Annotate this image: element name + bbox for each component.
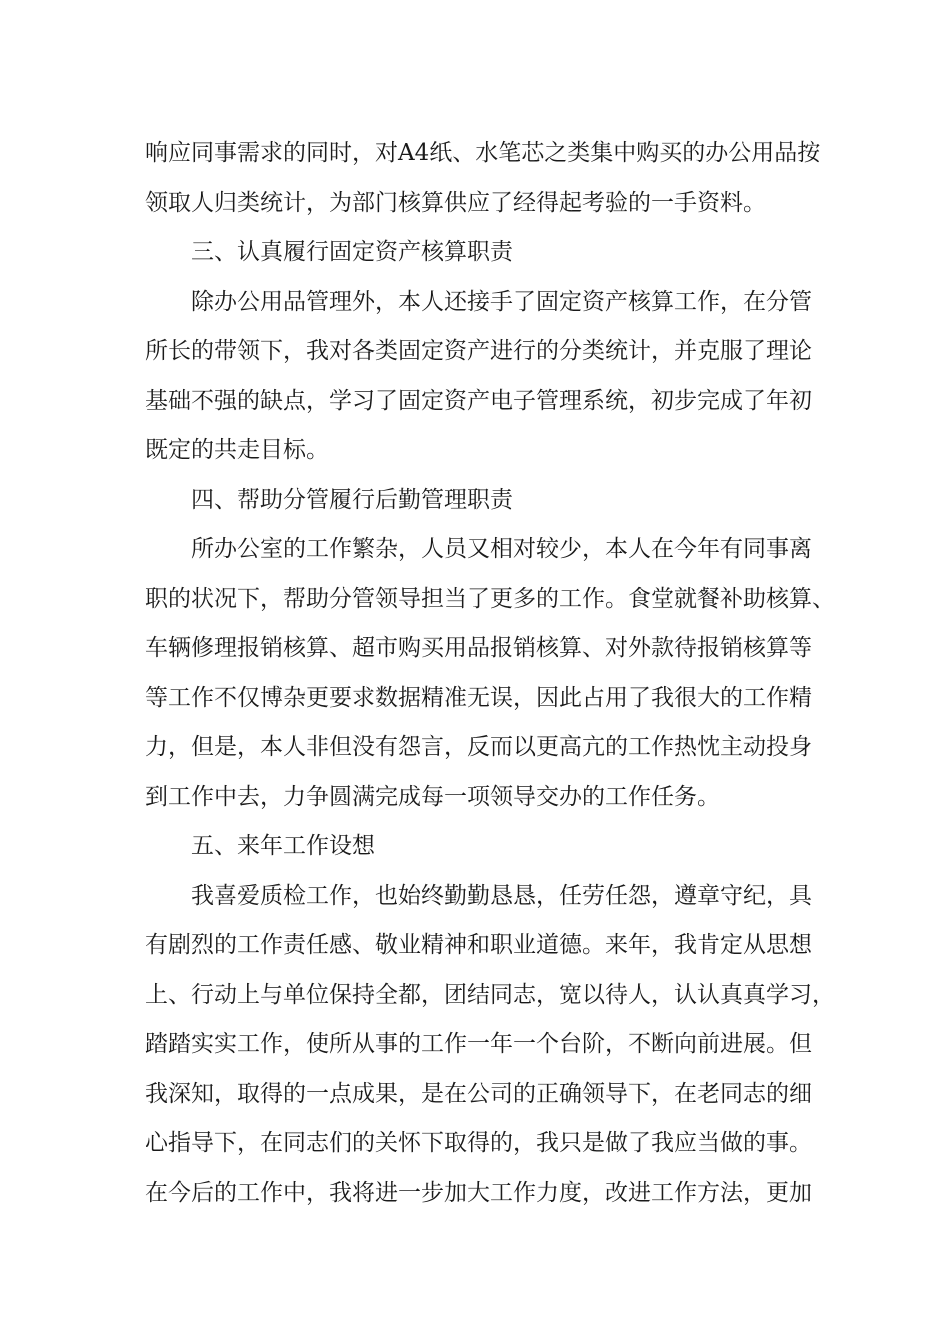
body-line: 心指导下，在同志们的关怀下取得的，我只是做了我应当做的事。 [145,1130,812,1156]
body-line: 我喜爱质检工作，也始终勤勤恳恳，任劳任怨，遵章守纪，具 [191,882,812,909]
body-line: 领取人归类统计，为部门核算供应了经得起考验的一手资料。 [145,189,766,216]
section-heading-4: 四、帮助分管履行后勤管理职责 [191,486,513,513]
body-line: 踏踏实实工作，使所从事的工作一年一个台阶，不断向前进展。但 [145,1031,812,1057]
body-line: 上、行动上与单位保持全都，团结同志，宽以待人，认认真真学习， [145,981,835,1008]
body-line: 到工作中去，力争圆满完成每一项领导交办的工作任务。 [145,783,720,810]
body-line: 所办公室的工作繁杂，人员又相对较少，本人在今年有同事离 [191,536,812,562]
body-line: 除办公用品管理外，本人还接手了固定资产核算工作，在分管 [191,288,812,315]
document-body [145,129,835,1218]
body-line: 车辆修理报销核算、超市购买用品报销核算、对外款待报销核算等 [145,635,812,661]
body-line: 等工作不仅博杂更要求数据精准无误，因此占用了我很大的工作精 [145,684,812,711]
body-line: 基础不强的缺点，学习了固定资产电子管理系统，初步完成了年初 [145,387,812,414]
body-line: 所长的带领下，我对各类固定资产进行的分类统计，并克服了理论 [145,338,812,364]
body-line: 在今后的工作中，我将进一步加大工作力度，改进工作方法，更加 [145,1179,812,1206]
section-heading-5: 五、来年工作设想 [191,833,375,859]
body-line: 职的状况下，帮助分管领导担当了更多的工作。食堂就餐补助核算、 [145,585,835,612]
body-line: 既定的共走目标。 [145,437,329,463]
body-line: 力，但是，本人非但没有怨言，反而以更高亢的工作热忱主动投身 [145,734,812,760]
body-line: 我深知，取得的一点成果，是在公司的正确领导下，在老同志的细 [145,1080,812,1107]
section-heading-3: 三、认真履行固定资产核算职责 [191,239,513,265]
body-line: 响应同事需求的同时，对A4纸、水笔芯之类集中购买的办公用品按 [145,140,821,166]
body-line: 有剧烈的工作责任感、敬业精神和职业道德。来年，我肯定从思想 [145,932,812,958]
